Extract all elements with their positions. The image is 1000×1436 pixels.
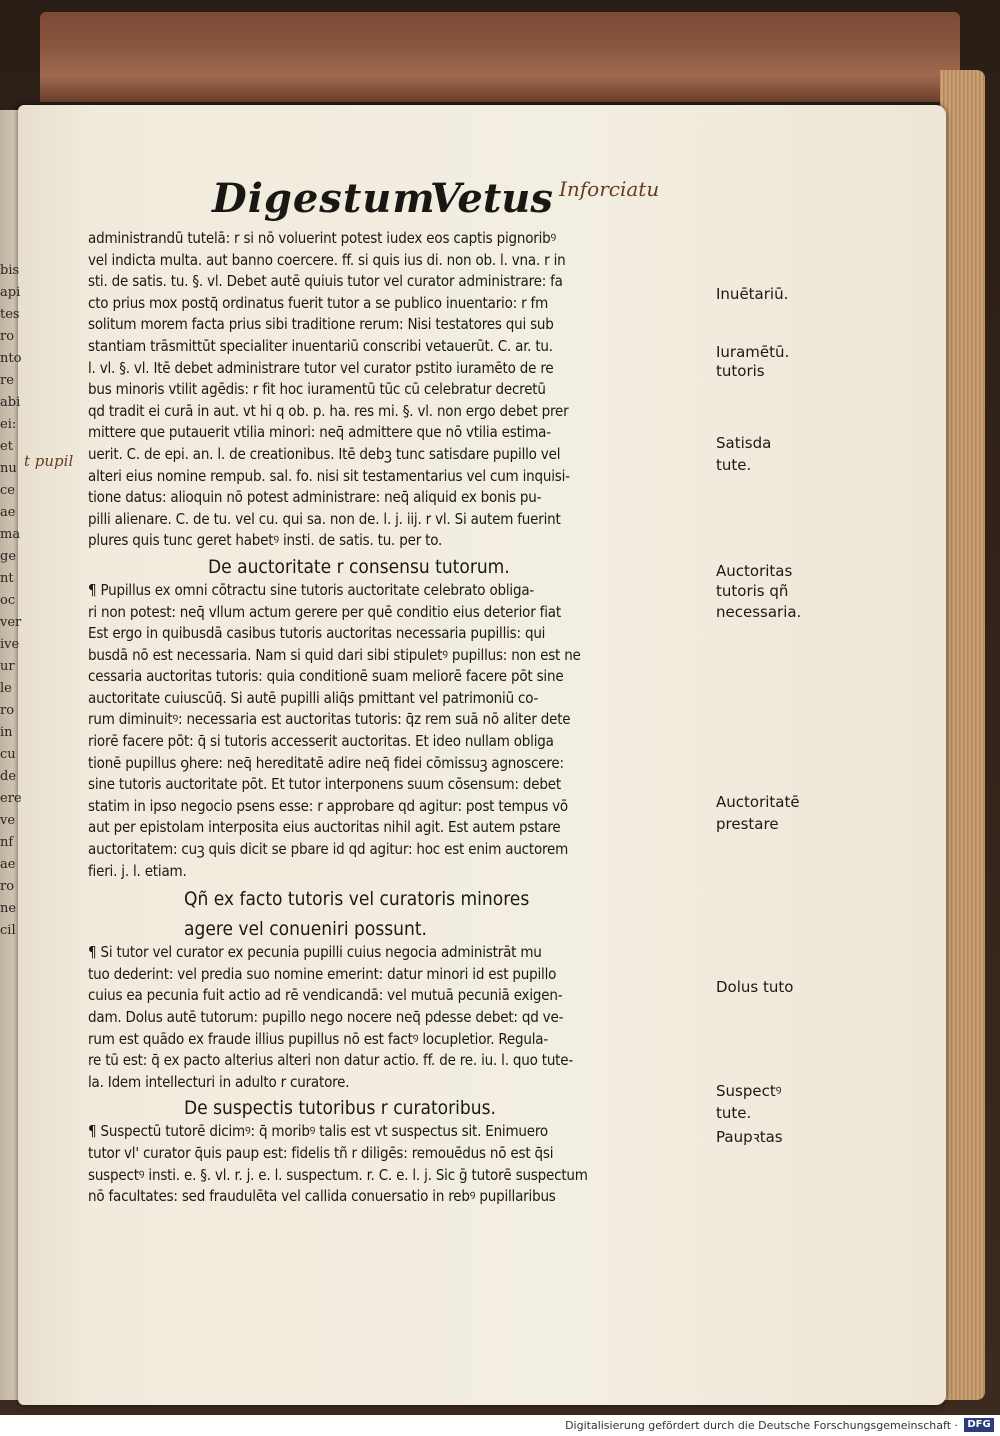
auctoritate-line: Est ergo in quibusdā casibus tutoris auctoritas necessaria pupillis: qui <box>88 624 546 643</box>
auctoritate-line: rum diminuitꝰ: necessaria est auctoritas tutoris: q̄z rem suā nō aliter dete <box>88 710 571 729</box>
margin-note-tute2: tute. <box>716 1104 752 1122</box>
header-title-digestum: Digestum <box>212 175 436 222</box>
heading-auctoritate: De auctoritate r consensu tutorum. <box>208 555 510 578</box>
footer-credit: Digitalisierung gefördert durch die Deutsche Forschungsgemeinschaft · <box>565 1419 958 1432</box>
left-fragment: le <box>0 681 12 696</box>
margin-note-prestare: prestare <box>716 815 779 833</box>
facto-tutoris-line: dam. Dolus autē tutorum: pupillo nego nocere neq̄ pdesse debet: qd ve- <box>88 1008 564 1026</box>
auctoritate-line: sine tutoris auctoritate pōt. Et tutor interponens suum cōsensum: debet <box>88 775 561 794</box>
tutela-line: cto prius mox postq̄ ordinatus fuerit tutor a se publico inuentario: r fm <box>88 293 549 312</box>
left-fragment: ei: <box>0 417 17 432</box>
heading-suspectis: De suspectis tutoribus r curatoribus. <box>184 1097 496 1120</box>
left-fragment: ver <box>0 615 22 630</box>
margin-note-inuentariu: Inuētariū. <box>716 285 789 303</box>
left-fragment: nu <box>0 461 17 476</box>
margin-note-necessaria: necessaria. <box>716 603 802 621</box>
left-fragment: oc <box>0 593 16 608</box>
running-header <box>212 175 732 225</box>
left-fragment: ma <box>0 527 21 542</box>
left-fragment: tes <box>0 307 20 322</box>
left-fragment: ere <box>0 791 22 806</box>
tutela-line: pilli alienare. C. de tu. vel cu. qui sa. non de. l. j. iij. r vl. Si autem fuerint <box>88 509 561 528</box>
facto-tutoris-line: rum est quādo ex fraude illius pupillus nō est factꝰ locupletior. Regula- <box>88 1029 549 1048</box>
text-block-auctoritate <box>88 580 710 882</box>
left-fragment: ne <box>0 901 17 916</box>
left-fragment: de <box>0 769 17 784</box>
margin-note-dolus: Dolus tuto <box>716 978 794 996</box>
auctoritate-line: auctoritatem: cuꝫ quis dicit se pbare id qd agitur: hoc est enim auctorem <box>88 840 569 859</box>
left-margin-fragments <box>0 260 26 942</box>
margin-note-auctoritas: Auctoritas <box>716 562 793 580</box>
tutela-line: l. vl. §. vl. Itē debet administrare tutor vel curator pstito iuramēto de re <box>88 358 554 377</box>
tutela-line: uerit. C. de epi. an. l. de creationibus. Itē debꝫ tunc satisdare pupillo vel <box>88 444 561 463</box>
left-fragment: ur <box>0 659 15 674</box>
left-fragment: ve <box>0 813 16 828</box>
left-fragment: ge <box>0 549 17 564</box>
text-block-tutela <box>88 228 710 552</box>
facto-tutoris-line: la. Idem intellecturi in adulto r curatore. <box>88 1072 350 1091</box>
facto-tutoris-line: tuo dederint: vel predia suo nomine emerint: datur minori id est pupillo <box>88 964 557 983</box>
auctoritate-line: ri non potest: neq̄ vllum actum gerere per quē conditio eius deterior fiat <box>88 602 561 621</box>
auctoritate-line: aut per epistolam interposita eius auctoritas nihil agit. Est autem pstare <box>88 818 561 837</box>
tutela-line: mittere que putauerit vtilia minori: neq̄ admittere que nō vtilia estima- <box>88 423 551 442</box>
text-block-suspectis <box>88 1121 710 1207</box>
margin-note-tute: tute. <box>716 456 752 474</box>
margin-note-tutoris-qn: tutoris qñ <box>716 582 789 600</box>
auctoritate-line: statim in ipso negocio psens esse: r approbare qd agitur: post tempus vō <box>88 796 568 815</box>
tutela-line: administrandū tutelā: r si nō voluerint potest iudex eos captis pignoribꝰ <box>88 229 557 247</box>
left-fragment: nf <box>0 835 14 850</box>
tutela-line: qd tradit ei curā in aut. vt hi q ob. p. ha. res mi. §. vl. non ergo debet prer <box>88 401 569 420</box>
auctoritate-line: cessaria auctoritas tutoris: quia conditionē suam meliorē facere pōt sine <box>88 667 564 686</box>
left-fragment: ro <box>0 879 15 894</box>
facto-tutoris-line: ¶ Si tutor vel curator ex pecunia pupilli cuius negocia administrāt mu <box>88 943 542 962</box>
facto-tutoris-line: cuius ea pecunia fuit actio ad rē vendicandā: vel mutuā pecuniā exigen- <box>88 986 563 1005</box>
auctoritate-line: tionē pupillus ꝯhere: neq̄ hereditatē adire neq̄ fidei cōmissuꝫ agnoscere: <box>88 753 564 772</box>
tutela-line: plures quis tunc geret habetꝰ insti. de satis. tu. per to. <box>88 531 443 550</box>
auctoritate-line: busdā nō est necessaria. Nam si quid dari sibi stipuletꝰ pupillus: non est ne <box>88 645 581 664</box>
tutela-line: tione datus: alioquin nō potest administrare: neq̄ aliquid ex bonis pu- <box>88 488 542 507</box>
text-block-facto-tutoris <box>88 942 710 1093</box>
tutela-line: solitum morem facta prius sibi traditione rerum: Nisi testatores qui sub <box>88 315 554 334</box>
auctoritate-line: ¶ Pupillus ex omni cōtractu sine tutoris auctoritate celebrato obliga- <box>88 580 535 599</box>
header-title-vetus: Vetus <box>430 175 553 222</box>
left-fragment: ce <box>0 483 15 498</box>
footer-bar <box>0 1415 1000 1436</box>
margin-note-satisda: Satisda <box>716 434 772 452</box>
facto-tutoris-line: re tū est: q̄ ex pacto alterius alteri non datur actio. ff. de re. iu. l. quo tute- <box>88 1051 574 1070</box>
margin-note-paupertas: Paupꝛtas <box>716 1128 783 1146</box>
tutela-line: bus minoris vtilit agēdis: r fit hoc iuramentū tūc cū celebratur decretū <box>88 380 546 399</box>
left-fragment: in <box>0 725 13 740</box>
left-fragment: abi <box>0 395 21 410</box>
suspectis-line: tutor vl' curator q̄uis paup est: fidelis tñ r diligēs: remouēdus nō est q̄si <box>88 1143 554 1162</box>
left-fragment: ae <box>0 857 16 872</box>
dfg-logo: DFG <box>964 1418 994 1432</box>
suspectis-line: nō facultates: sed fraudulēta vel callida conuersatio in rebꝰ pupillaribus <box>88 1187 556 1206</box>
margin-note-auctoritate: Auctoritatē <box>716 793 800 811</box>
margin-note-iuramentu: Iuramētū. <box>716 343 790 361</box>
left-fragment: nt <box>0 571 14 586</box>
tutela-line: sti. de satis. tu. §. vl. Debet autē quiuis tutor vel curator administrare: fa <box>88 272 563 291</box>
handwritten-margin-note: t pupil <box>24 452 74 470</box>
left-fragment: api <box>0 285 21 300</box>
left-fragment: ive <box>0 637 20 652</box>
auctoritate-line: fieri. j. l. etiam. <box>88 861 187 880</box>
margin-note-suspect: Suspectꝰ <box>716 1082 782 1100</box>
book-top-edge <box>40 12 960 102</box>
left-fragment: bis <box>0 263 20 278</box>
header-handwritten: Inforciatu <box>559 177 660 201</box>
margin-note-tutoris: tutoris <box>716 362 765 380</box>
left-fragment: ro <box>0 703 15 718</box>
heading-facto-tutoris-b: agere vel conueniri possunt. <box>184 918 427 941</box>
left-fragment: ro <box>0 329 15 344</box>
tutela-line: alteri eius nomine rempub. sal. fo. nisi sit testamentarius vel cum inquisi- <box>88 466 570 485</box>
auctoritate-line: riorē facere pōt: q̄ si tutoris accesserit auctoritas. Et ideo nullam obliga <box>88 732 554 751</box>
book-page-edges <box>940 70 985 1400</box>
heading-facto-tutoris-a: Qñ ex facto tutoris vel curatoris minores <box>184 888 530 911</box>
left-fragment: cil <box>0 923 16 938</box>
left-fragment: nto <box>0 351 22 366</box>
suspectis-line: suspectꝰ insti. e. §. vl. r. j. e. l. suspectum. r. C. e. l. j. Sic ḡ tutorē suspectum <box>88 1165 588 1184</box>
left-fragment: ae <box>0 505 16 520</box>
left-fragment: re <box>0 373 14 388</box>
tutela-line: stantiam trāsmittūt specialiter inuentariū conscribi vetauerūt. C. ar. tu. <box>88 336 553 355</box>
left-fragment: et <box>0 439 13 454</box>
tutela-line: vel indicta multa. aut banno coercere. ff. si quis ius di. non ob. l. vna. r in <box>88 250 566 269</box>
main-text-column <box>88 228 710 1208</box>
suspectis-line: ¶ Suspectū tutorē dicimꝰ: q̄ moribꝰ talis est vt suspectus sit. Enimuero <box>88 1122 548 1141</box>
left-fragment: cu <box>0 747 16 762</box>
auctoritate-line: auctoritate cuiuscūq̄. Si autē pupilli aliq̄s pmittant vel patrimoniū co- <box>88 688 539 707</box>
